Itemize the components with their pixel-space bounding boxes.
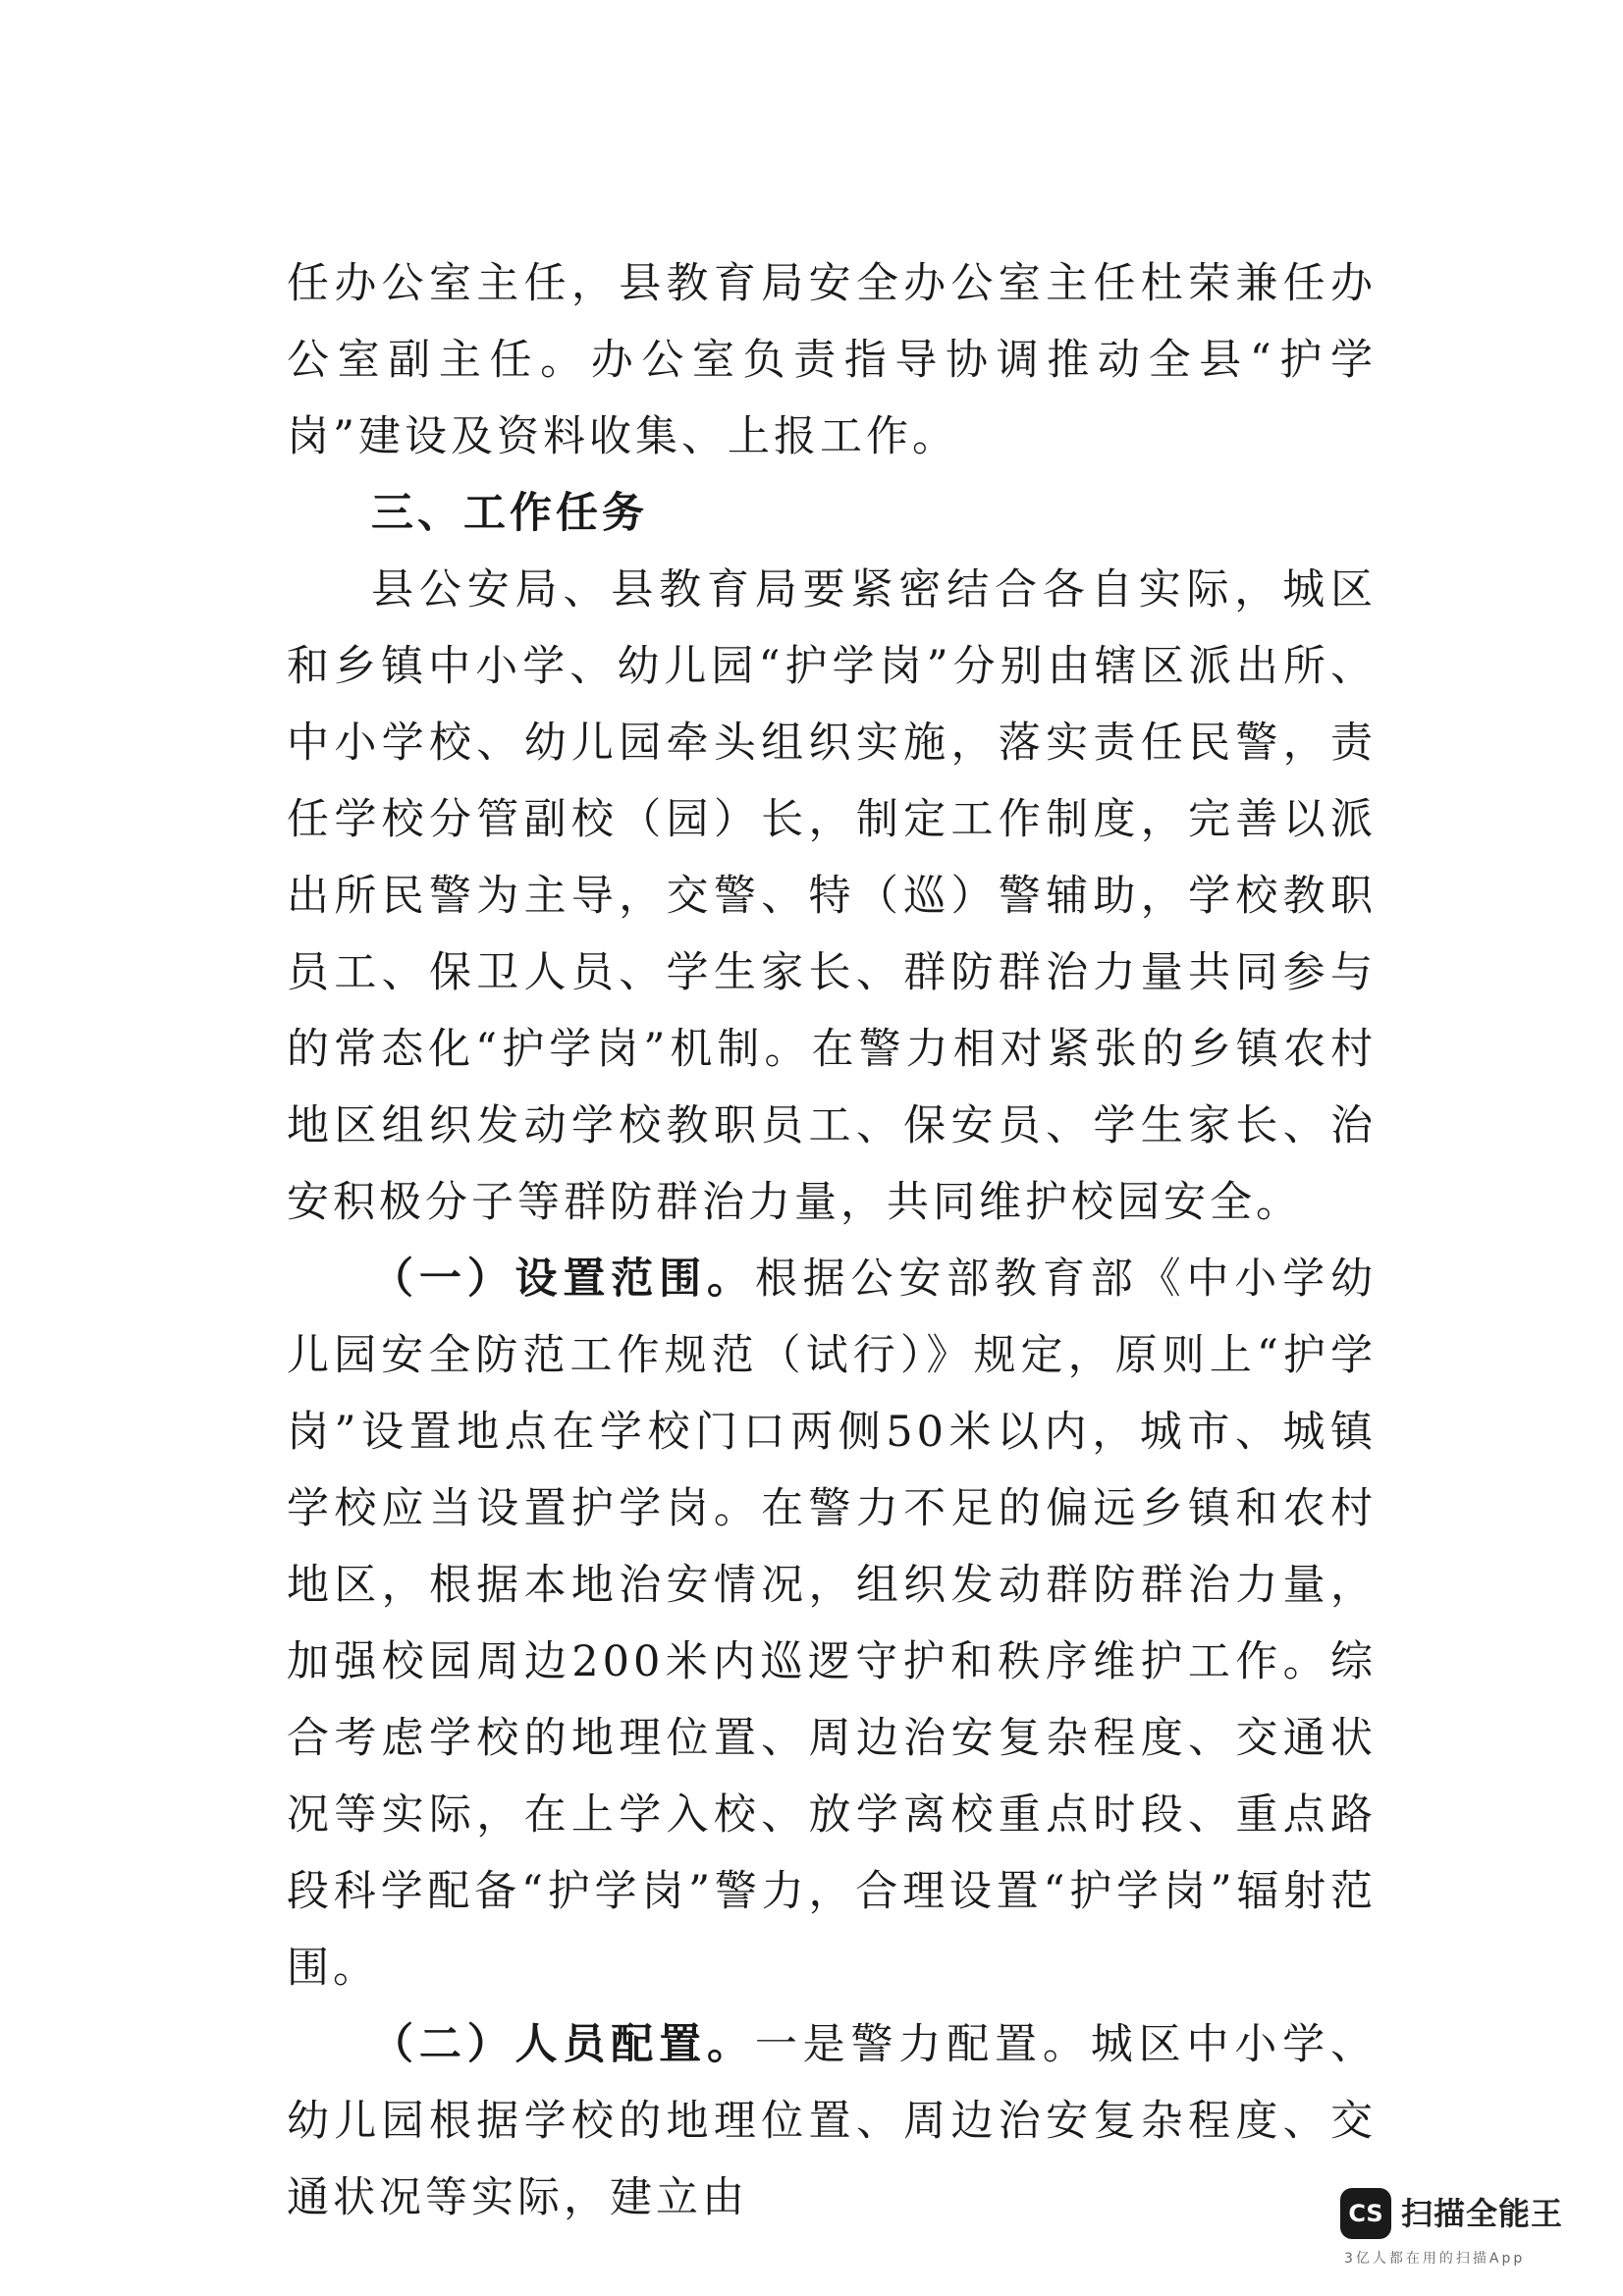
paragraph-setting-scope (287, 1241, 1377, 2006)
watermark-app-name: 扫描全能王 (1401, 2195, 1564, 2232)
paragraph-office-duties: 任办公室主任，县教育局安全办公室主任杜荣兼任办公室副主任。办公室负责指导协调推动全县“护学岗”建设及资料收集、上报工作。 (287, 259, 1377, 461)
subheading-setting-scope: （一）设置范围。 (371, 1255, 755, 1304)
setting-scope-text: 根据公安部教育部《中小学幼儿园安全防范工作规范（试行）》规定，原则上“护学岗”设置地点在学校门口两侧50米以内，城市、城镇学校应当设置护学岗。在警力不足的偏远乡镇和农村地区，根据本地治安情况，组织发动群防群治力量，加强校园周边200米内巡逻守护和秩序维护工作。综合考虑学校的地理位置、周边治安复杂程度、交通状况等实际，在上学入校、放学离校重点时段、重点路段科学配备“护学岗”警力，合理设置“护学岗”辐射范围。 (287, 1255, 1378, 1993)
paragraph-work-tasks: 县公安局、县教育局要紧密结合各自实际，城区和乡镇中小学、幼儿园“护学岗”分别由辖区派出所、中小学校、幼儿园牵头组织实施，落实责任民警，责任学校分管副校（园）长，制定工作制度，完善以派出所民警为主导，交警、特（巡）警辅助，学校教职员工、保卫人员、学生家长、群防群治力量共同参与的常态化“护学岗”机制。在警力相对紧张的乡镇农村地区组织发动学校教职员工、保安员、学生家长、治安积极分子等群防群治力量，共同维护校园安全。 (287, 565, 1377, 1227)
watermark-tagline: 3亿人都在用的扫描App (1344, 2251, 1526, 2267)
subheading-staffing: （二）人员配置。 (371, 2020, 755, 2069)
staffing-text: 一是警力配置。城区中小学、幼儿园根据学校的地理位置、周边治安复杂程度、交通状况等实际，建立由 (287, 2020, 1378, 2222)
section-heading-work-tasks: 三、工作任务 (371, 489, 648, 538)
paragraph-staffing (287, 2006, 1377, 2236)
camscanner-logo-icon: CS (1340, 2188, 1391, 2239)
scanner-watermark (1340, 2188, 1596, 2282)
document-body (287, 245, 1377, 2236)
